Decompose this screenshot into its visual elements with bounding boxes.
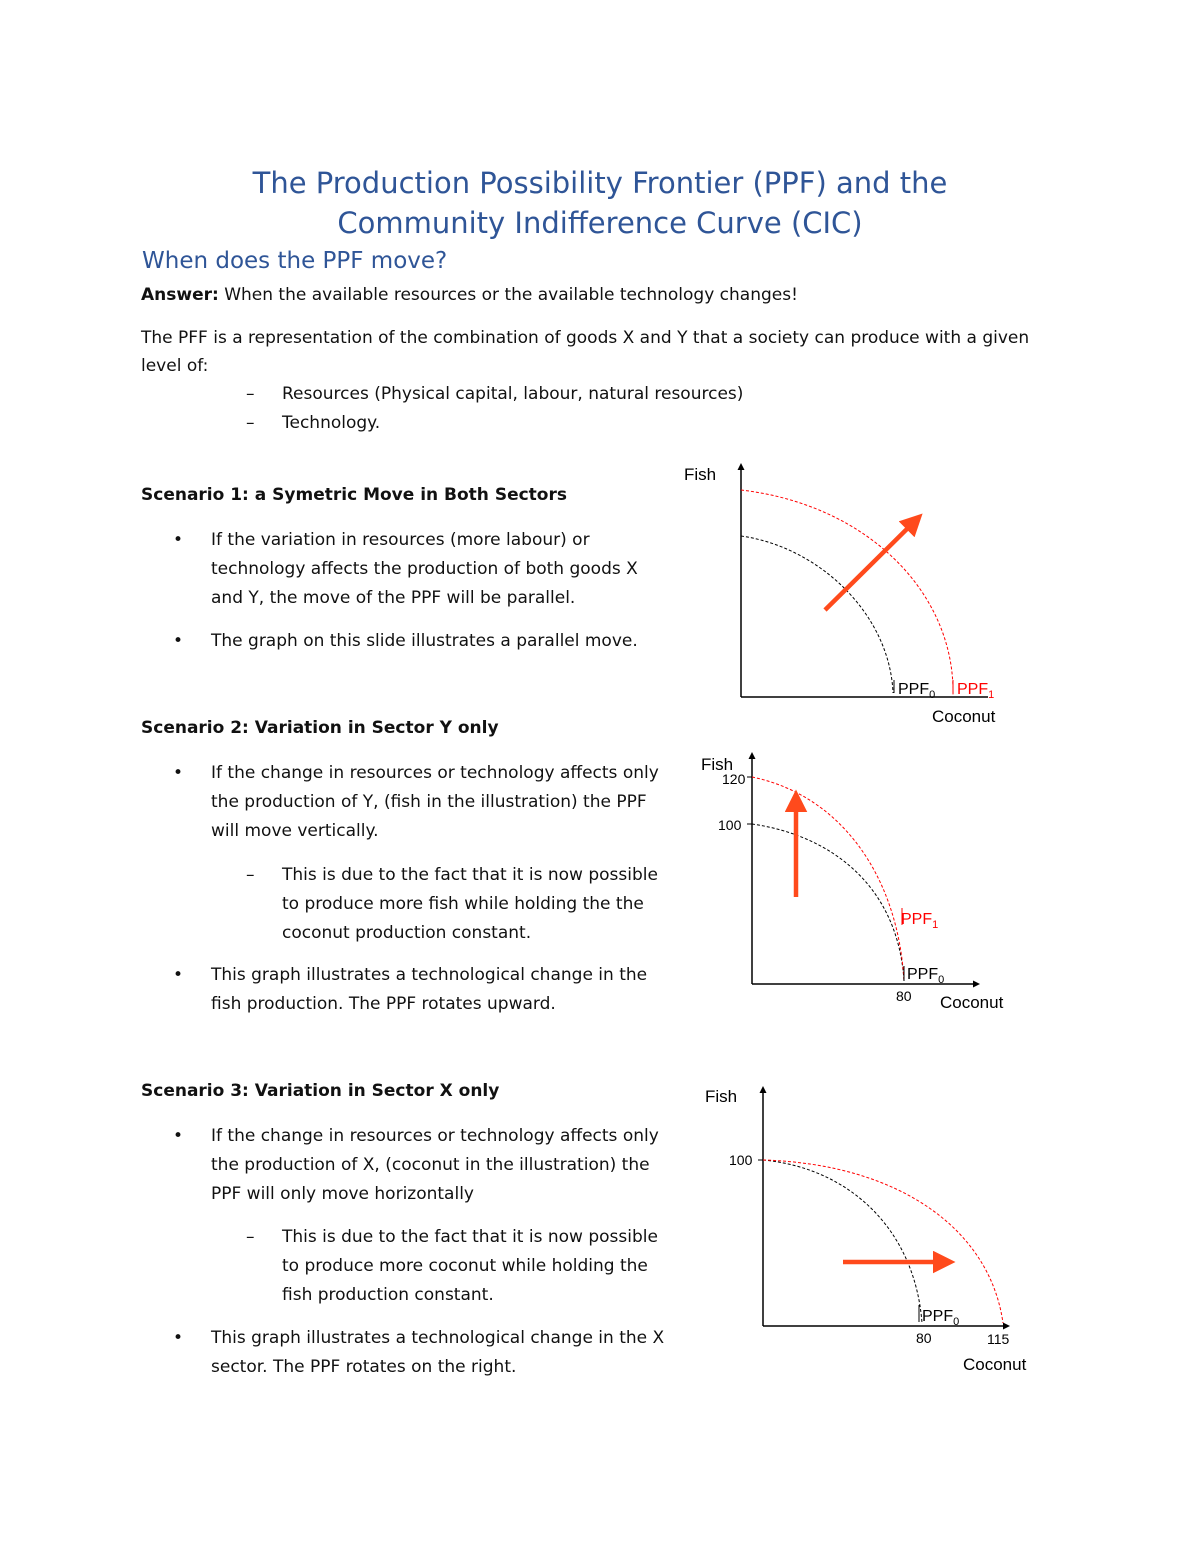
intro-line-1: The PFF is a representation of the combination of goods X and Y that a society can produce with a given xyxy=(141,328,1030,348)
scenario-3-sub xyxy=(282,1223,658,1310)
scenario-3-bullet-1 xyxy=(211,1122,659,1209)
text-line: fish production constant. xyxy=(282,1285,494,1305)
text-line: This is due to the fact that it is now possible xyxy=(282,865,658,885)
x-tick-label: 80 xyxy=(916,1330,932,1346)
y-tick-label: 100 xyxy=(729,1152,753,1168)
intro-line-2: level of: xyxy=(141,356,209,376)
scenario-1-bullet-1 xyxy=(211,526,638,613)
text-line: coconut production constant. xyxy=(282,923,532,943)
x-axis-label: Coconut xyxy=(963,1355,1027,1374)
text-line: The graph on this slide illustrates a parallel move. xyxy=(211,631,638,651)
chart-parallel-shift xyxy=(670,455,1020,735)
scenario-3-title: Scenario 3: Variation in Sector X only xyxy=(141,1081,500,1101)
dash-marker: – xyxy=(246,413,255,433)
ppf0-curve xyxy=(752,824,904,981)
scenario-2-bullet-1 xyxy=(211,759,659,846)
answer-text: When the available resources or the available technology changes! xyxy=(218,285,798,305)
ppf1-label xyxy=(901,911,938,931)
x-tick-label: 115 xyxy=(987,1331,1010,1347)
ppf1-curve xyxy=(752,777,904,981)
ppf0-curve xyxy=(763,1160,922,1323)
text-line: If the variation in resources (more labour) or xyxy=(211,530,590,550)
section-heading: When does the PPF move? xyxy=(142,248,448,274)
bullet-marker: • xyxy=(173,763,184,783)
text-line: to produce more coconut while holding the xyxy=(282,1256,648,1276)
text-line: sector. The PPF rotates on the right. xyxy=(211,1357,517,1377)
ppf0-label-sub: 0 xyxy=(953,1316,960,1328)
scenario-2-sub xyxy=(282,861,658,948)
text-line: and Y, the move of the PPF will be parallel. xyxy=(211,588,576,608)
ppf1-label-sub: 1 xyxy=(932,919,939,931)
bullet-marker: • xyxy=(173,965,184,985)
text-line: will move vertically. xyxy=(211,821,379,841)
text-line: PPF will only move horizontally xyxy=(211,1184,474,1204)
bullet-marker: • xyxy=(173,631,184,651)
dash-marker: – xyxy=(246,865,255,885)
text-line: the production of Y, (fish in the illustration) the PPF xyxy=(211,792,647,812)
text-line: technology affects the production of both goods X xyxy=(211,559,638,579)
shift-arrow xyxy=(825,523,913,610)
text-line: This graph illustrates a technological change in the xyxy=(211,965,648,985)
ppf0-label-text: PPF xyxy=(907,966,939,983)
text-line: to produce more fish while holding the the xyxy=(282,894,644,914)
ppf0-label xyxy=(922,1308,959,1328)
dash-marker: – xyxy=(246,1227,255,1247)
scenario-1-bullet-2 xyxy=(211,627,638,656)
bullet-marker: • xyxy=(173,530,184,550)
chart-vertical-shift xyxy=(690,745,1030,1020)
chart-horizontal-shift xyxy=(700,1080,1045,1380)
ppf1-label-text: PPF xyxy=(957,681,989,698)
ppf0-label-text: PPF xyxy=(898,681,930,698)
text-line: the production of X, (coconut in the illustration) the xyxy=(211,1155,650,1175)
text-line: This graph illustrates a technological change in the X xyxy=(211,1328,665,1348)
x-tick-label: 80 xyxy=(896,988,912,1004)
ppf1-curve xyxy=(763,1160,1003,1323)
y-tick-label: 100 xyxy=(718,817,742,833)
scenario-1-title: Scenario 1: a Symetric Move in Both Sectors xyxy=(141,485,567,505)
ppf0-label xyxy=(898,681,935,701)
ppf1-label-text: PPF xyxy=(901,911,933,928)
text-line: fish production. The PPF rotates upward. xyxy=(211,994,556,1014)
scenario-3-bullet-2 xyxy=(211,1324,664,1382)
y-axis-label: Fish xyxy=(684,465,717,484)
ppf0-label-text: PPF xyxy=(922,1308,954,1325)
ppf1-label xyxy=(957,681,994,701)
x-axis-label: Coconut xyxy=(940,993,1004,1012)
dash-marker: – xyxy=(246,384,255,404)
bullet-marker: • xyxy=(173,1328,184,1348)
ppf1-curve xyxy=(741,490,953,695)
intro-item-technology: Technology. xyxy=(282,413,381,433)
scenario-2-bullet-2 xyxy=(211,961,647,1019)
y-tick-label: 120 xyxy=(722,771,746,787)
ppf0-label xyxy=(907,966,944,986)
text-line: If the change in resources or technology affects only xyxy=(211,763,659,783)
answer-label: Answer: xyxy=(141,285,219,305)
ppf0-label-sub: 0 xyxy=(929,689,936,701)
ppf1-label-sub: 1 xyxy=(988,689,995,701)
text-line: If the change in resources or technology affects only xyxy=(211,1126,659,1146)
page-title: The Production Possibility Frontier (PPF) and the xyxy=(252,166,948,200)
intro-item-resources: Resources (Physical capital, labour, natural resources) xyxy=(282,384,744,404)
text-line: This is due to the fact that it is now possible xyxy=(282,1227,658,1247)
y-axis-label: Fish xyxy=(701,755,734,774)
scenario-2-title: Scenario 2: Variation in Sector Y only xyxy=(141,718,499,738)
answer-paragraph xyxy=(141,281,798,310)
y-axis-label: Fish xyxy=(705,1087,738,1106)
x-axis-label: Coconut xyxy=(932,707,996,726)
ppf0-label-sub: 0 xyxy=(938,974,945,986)
ppf0-curve xyxy=(741,536,893,693)
bullet-marker: • xyxy=(173,1126,184,1146)
page-title-line2: Community Indifference Curve (CIC) xyxy=(337,206,863,240)
